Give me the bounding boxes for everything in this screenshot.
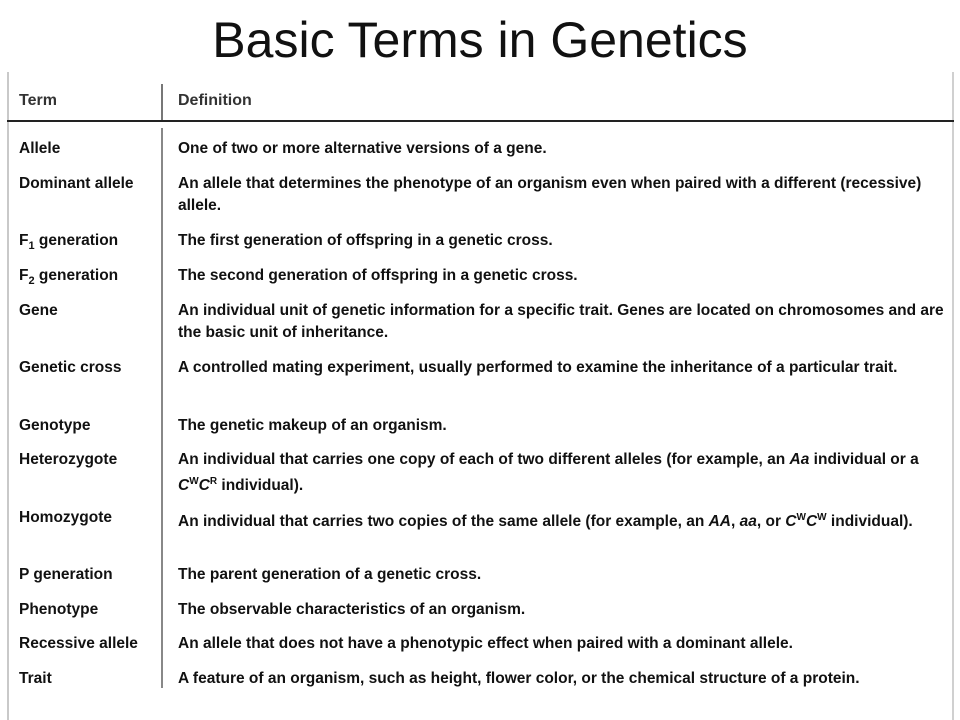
genotype-italic: Aa: [789, 451, 810, 468]
definition-cell: The first generation of offspring in a genetic cross.: [178, 232, 553, 249]
genotype-italic: AA: [708, 513, 731, 530]
column-header-term: Term: [19, 92, 57, 109]
term-prefix: F: [19, 267, 29, 284]
term-cell: Genotype: [19, 417, 91, 434]
term-cell: P generation: [19, 566, 113, 583]
genotype-italic: C: [785, 513, 797, 530]
term-cell: Phenotype: [19, 601, 99, 618]
definition-text: individual).: [826, 513, 913, 530]
definition-cell: The second generation of offspring in a genetic cross.: [178, 267, 578, 284]
definition-text: An individual that carries two copies of the same allele (for example, an: [178, 513, 709, 530]
genotype-italic: C: [198, 477, 210, 494]
definition-cell: The parent generation of a genetic cross.: [178, 566, 482, 583]
header-divider: [161, 84, 163, 120]
term-cell: Homozygote: [19, 509, 112, 526]
definition-text: individual).: [217, 477, 304, 494]
superscript: W: [817, 512, 827, 523]
definition-cell: A feature of an organism, such as height, flower color, or the chemical structure of a protein.: [178, 670, 860, 687]
genotype-italic: C: [178, 477, 190, 494]
definition-cell: A controlled mating experiment, usually performed to examine the inheritance of a particular trait.: [178, 359, 898, 376]
term-cell: Gene: [19, 302, 58, 319]
term-suffix: generation: [34, 267, 119, 284]
table-left-border: [7, 72, 9, 720]
definition-cell: An individual unit of genetic information for a specific trait. Genes are located on chromosomes and are the basic unit of inheritance.: [178, 302, 944, 341]
definition-text: An individual that carries one copy of each of two different alleles (for example, an: [178, 451, 790, 468]
header-rule: [7, 120, 954, 122]
definition-cell: The genetic makeup of an organism.: [178, 417, 447, 434]
superscript: W: [796, 512, 806, 523]
definition-text: , or: [756, 513, 786, 530]
page-title: Basic Terms in Genetics: [212, 12, 748, 68]
superscript: W: [189, 476, 199, 487]
definition-cell: An allele that determines the phenotype of an organism even when paired with a different (recessive) allele.: [178, 175, 922, 214]
definition-text: individual or a: [809, 451, 919, 468]
term-cell: Heterozygote: [19, 451, 118, 468]
term-prefix: F: [19, 232, 29, 249]
column-divider: [161, 128, 163, 688]
definition-cell: One of two or more alternative versions of a gene.: [178, 140, 547, 157]
term-subscript: 2: [28, 275, 35, 287]
definition-cell: [178, 507, 946, 533]
definition-cell: The observable characteristics of an organism.: [178, 601, 526, 618]
superscript: R: [209, 476, 218, 487]
terms-table: [7, 72, 954, 720]
term-cell: Dominant allele: [19, 175, 134, 192]
term-cell: [19, 230, 159, 257]
table-header-row: [7, 80, 954, 120]
column-header-definition: Definition: [178, 92, 252, 109]
definition-cell: [178, 449, 946, 497]
term-subscript: 1: [28, 240, 35, 252]
term-cell: Allele: [19, 140, 61, 157]
term-cell: Trait: [19, 670, 52, 687]
term-cell: Genetic cross: [19, 359, 122, 376]
genotype-italic: C: [805, 513, 818, 530]
genotype-italic: aa: [739, 513, 757, 530]
definition-text: ,: [731, 513, 740, 530]
table-right-border: [952, 72, 954, 720]
definition-cell: An allele that does not have a phenotypic effect when paired with a dominant allele.: [178, 635, 793, 652]
term-suffix: generation: [34, 232, 119, 249]
term-cell: [19, 265, 159, 292]
term-cell: Recessive allele: [19, 635, 138, 652]
